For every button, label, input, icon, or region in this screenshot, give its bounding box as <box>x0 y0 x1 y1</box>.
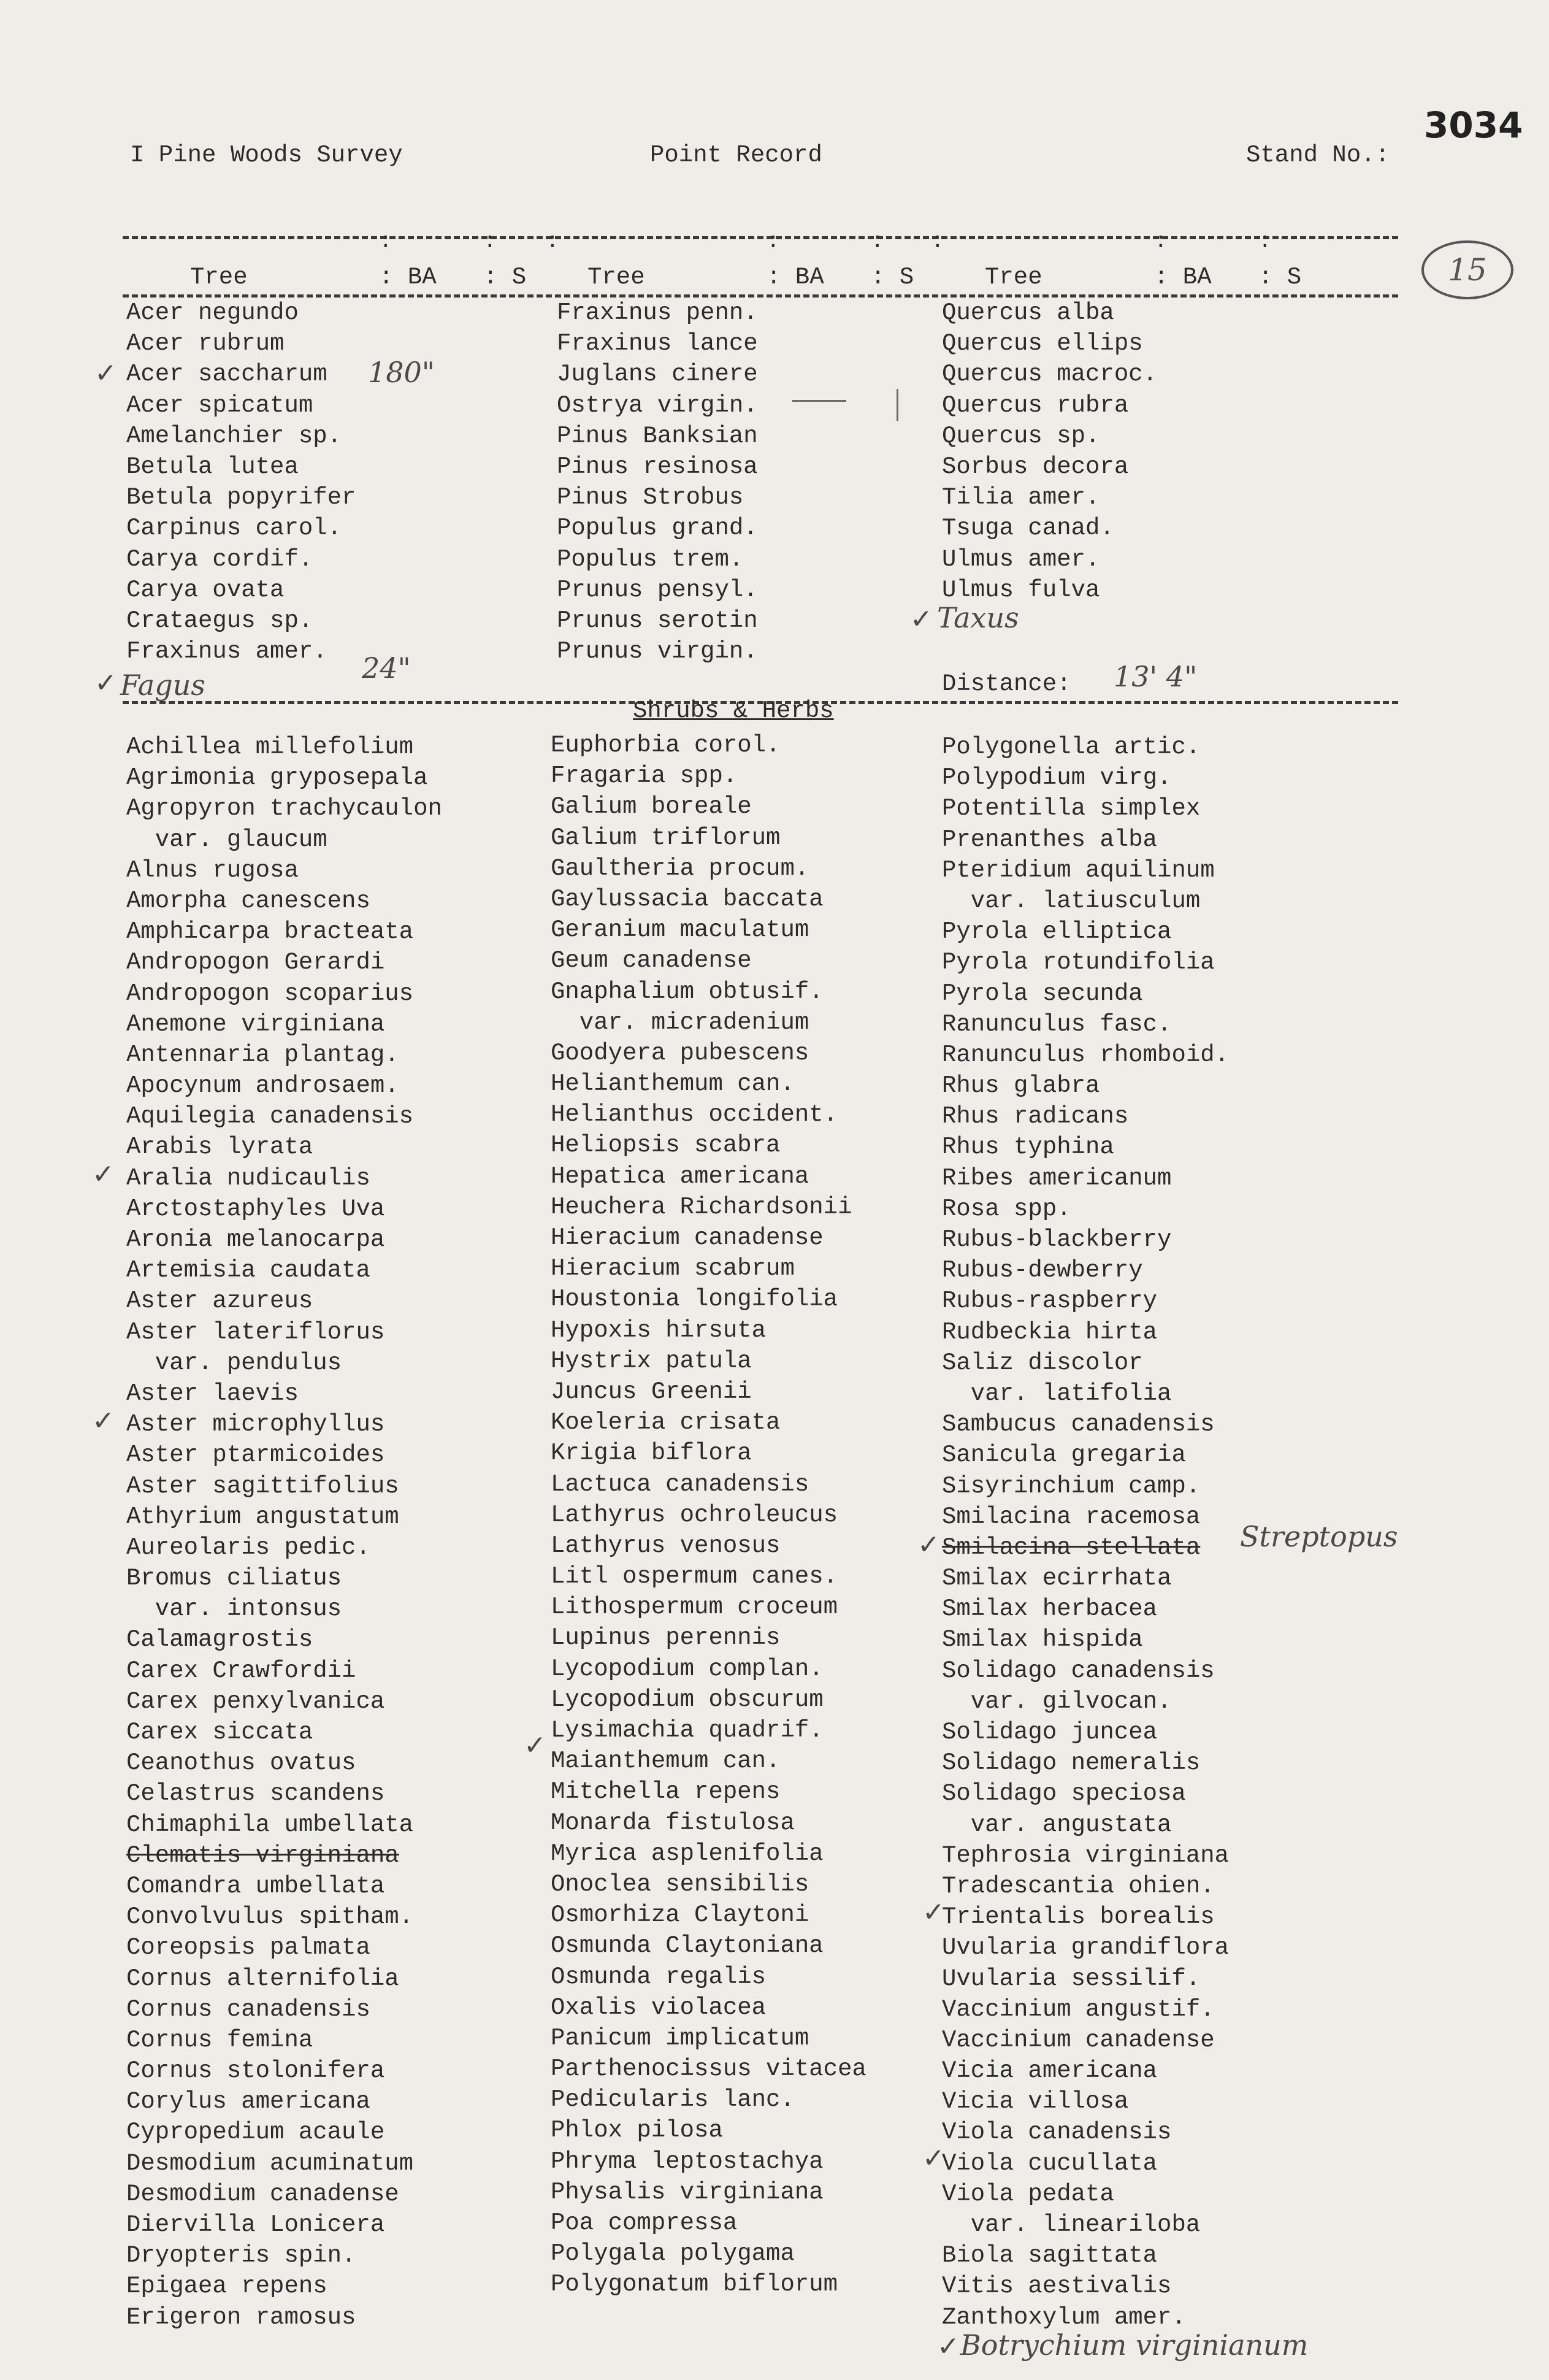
list-item: Gnaphalium obtusif. <box>551 978 824 1005</box>
handwritten-fagus: Fagus <box>120 669 205 702</box>
colon-mark: : <box>483 229 497 254</box>
list-item: Betula lutea <box>126 453 299 480</box>
list-item: Geum canadense <box>551 947 752 975</box>
list-item: Aster laevis <box>126 1380 299 1407</box>
list-item: var. intonsus <box>126 1595 342 1623</box>
list-item: Polypodium virg. <box>942 764 1172 792</box>
list-item: Diervilla Lonicera <box>126 2211 385 2238</box>
list-item: Aureolaris pedic. <box>126 1534 370 1561</box>
list-item: Apocynum androsaem. <box>126 1072 399 1100</box>
pencil-dash <box>792 400 846 402</box>
list-item: Comandra umbellata <box>126 1872 385 1900</box>
pencil-tick <box>897 389 898 421</box>
list-item: Cypropedium acaule <box>126 2119 385 2146</box>
list-item: Pyrola rotundifolia <box>942 949 1215 977</box>
list-item: Hieracium scabrum <box>551 1255 795 1283</box>
list-item: Osmorhiza Claytoni <box>551 1902 809 1929</box>
list-item: Litl ospermum canes. <box>551 1563 838 1591</box>
handwritten-ba-fagus: 24" <box>362 651 411 685</box>
check-mark: ✓ <box>94 667 117 699</box>
list-item: Sanicula gregaria <box>942 1441 1186 1469</box>
circled-number <box>1421 240 1513 299</box>
list-item: Bromus ciliatus <box>126 1565 342 1592</box>
list-item: Aster microphyllus <box>126 1411 385 1438</box>
list-item: Vaccinium canadense <box>942 2026 1215 2054</box>
check-mark: ✓ <box>92 1405 115 1437</box>
list-item: Prunus virgin. <box>557 638 758 666</box>
list-item: var. pendulus <box>126 1349 342 1376</box>
list-item: Polygonatum biflorum <box>551 2271 838 2298</box>
list-item: Koeleria crisata <box>551 1409 781 1437</box>
check-mark: ✓ <box>922 1897 945 1928</box>
list-item: Biola sagittata <box>942 2242 1158 2270</box>
list-item: Celastrus scandens <box>126 1780 385 1808</box>
list-item: Saliz discolor <box>942 1349 1143 1376</box>
list-item: Poa compressa <box>551 2209 738 2236</box>
handwritten-taxus: Taxus <box>937 601 1019 634</box>
list-item: Maianthemum can. <box>551 1748 781 1775</box>
list-item: var. latiusculum <box>942 887 1201 915</box>
list-item: Juglans cinere <box>557 361 758 388</box>
list-item: Galium boreale <box>551 793 752 821</box>
list-item: Lycopodium complan. <box>551 1655 824 1683</box>
list-item: Acer rubrum <box>126 330 285 358</box>
list-item: Acer negundo <box>126 299 299 326</box>
list-item: Hepatica americana <box>551 1162 809 1190</box>
list-item: Ranunculus rhomboid. <box>942 1041 1230 1069</box>
list-item: Potentilla simplex <box>942 795 1201 823</box>
list-item: Tradescantia ohien. <box>942 1872 1215 1900</box>
list-item: Solidago nemeralis <box>942 1749 1201 1777</box>
colon-mark: : <box>546 229 559 254</box>
circled-number-text: 15 <box>1448 252 1487 288</box>
list-item: Heuchera Richardsonii <box>551 1193 852 1221</box>
list-item: Prunus serotin <box>557 607 758 634</box>
list-item: Sorbus decora <box>942 453 1129 480</box>
list-item: Hypoxis hirsuta <box>551 1316 767 1344</box>
list-item: Alnus rugosa <box>126 856 299 884</box>
handwritten-distance: 13' 4" <box>1114 660 1198 693</box>
list-item: Tilia amer. <box>942 484 1100 512</box>
list-item: Ranunculus fasc. <box>942 1010 1172 1038</box>
tree-list-2 <box>557 298 758 667</box>
list-item: Acer spicatum <box>126 391 313 419</box>
distance-label: Distance: <box>942 670 1071 697</box>
list-item: Carya ovata <box>126 576 285 604</box>
colon-mark: : <box>1154 229 1168 254</box>
handwritten-ba-acer: 180" <box>368 356 435 389</box>
list-item: Osmunda Claytoniana <box>551 1932 824 1960</box>
list-item: Carpinus carol. <box>126 515 342 542</box>
list-item: Rosa spp. <box>942 1195 1071 1223</box>
list-item: Osmunda regalis <box>551 1963 767 1990</box>
list-item: Amorpha canescens <box>126 887 370 915</box>
list-item: Carya cordif. <box>126 545 313 573</box>
list-item: Lathyrus ochroleucus <box>551 1501 838 1529</box>
col-s-3: : S <box>1258 264 1302 291</box>
list-item: Artemisia caudata <box>126 1257 370 1284</box>
list-item: Rubus-raspberry <box>942 1288 1158 1315</box>
list-item: Quercus macroc. <box>942 361 1158 388</box>
list-item: Mitchella repens <box>551 1778 781 1806</box>
list-item: Sambucus canadensis <box>942 1411 1215 1438</box>
list-item: Quercus alba <box>942 299 1114 326</box>
list-item: Aronia melanocarpa <box>126 1226 385 1253</box>
handwritten-botrychium: Botrychium virginianum <box>960 2328 1309 2362</box>
list-item: var. latifolia <box>942 1380 1172 1407</box>
list-item: Coreopsis palmata <box>126 1934 370 1962</box>
herb-list-1 <box>126 732 442 2333</box>
list-item: Lithospermum croceum <box>551 1594 838 1621</box>
list-item: Viola cucullata <box>942 2149 1158 2177</box>
list-item: Aster sagittifolius <box>126 1472 399 1500</box>
list-item: var. gilvocan. <box>942 1687 1172 1715</box>
list-item: Lysimachia quadrif. <box>551 1717 824 1744</box>
list-item: Smilax ecirrhata <box>942 1565 1172 1592</box>
col-s-2: : S <box>871 264 914 291</box>
list-item: Krigia biflora <box>551 1440 752 1467</box>
tree-list-3 <box>942 298 1157 605</box>
list-item: Galium triflorum <box>551 824 781 851</box>
list-item: Pyrola secunda <box>942 980 1143 1007</box>
list-item: Rhus radicans <box>942 1103 1129 1130</box>
list-item: Ceanothus ovatus <box>126 1749 356 1777</box>
col-tree-1: Tree <box>190 264 248 291</box>
list-item: Lupinus perennis <box>551 1624 781 1652</box>
list-item: Fraxinus lance <box>557 330 758 358</box>
list-item: Monarda fistulosa <box>551 1809 795 1837</box>
list-item: Tsuga canad. <box>942 515 1114 542</box>
list-item: Arctostaphyles Uva <box>126 1195 385 1223</box>
list-item: Vitis aestivalis <box>942 2273 1172 2300</box>
list-item: Lathyrus venosus <box>551 1532 781 1559</box>
list-item: var. lineariloba <box>942 2211 1201 2238</box>
check-mark: ✓ <box>922 2143 945 2174</box>
list-item: Cornus femina <box>126 2026 313 2054</box>
list-item: Ulmus amer. <box>942 545 1100 573</box>
list-item: Pedicularis lanc. <box>551 2086 795 2114</box>
list-item: Amelanchier sp. <box>126 422 342 450</box>
colon-mark: : <box>1258 229 1272 254</box>
list-item: Amphicarpa bracteata <box>126 918 414 946</box>
list-item: Gaylussacia baccata <box>551 885 824 913</box>
list-item: Vaccinium angustif. <box>942 1995 1215 2023</box>
list-item: Polygala polygama <box>551 2240 795 2268</box>
col-s-1: : S <box>483 264 527 291</box>
list-item: Phlox pilosa <box>551 2117 723 2144</box>
list-item: Geranium maculatum <box>551 916 809 944</box>
list-item: Pteridium aquilinum <box>942 856 1215 884</box>
survey-title: I Pine Woods Survey <box>130 142 403 169</box>
list-item: Populus trem. <box>557 545 744 573</box>
list-item: Uvularia grandiflora <box>942 1934 1230 1962</box>
list-item: Myrica asplenifolia <box>551 1840 824 1867</box>
list-item: Rudbeckia hirta <box>942 1318 1158 1346</box>
list-item: Aster lateriflorus <box>126 1318 385 1346</box>
stand-label: Stand No.: <box>1246 142 1390 169</box>
list-item: Chimaphila umbellata <box>126 1811 414 1838</box>
list-item: Aralia nudicaulis <box>126 1164 370 1192</box>
list-item: Cornus alternifolia <box>126 1965 399 1992</box>
list-item: Helianthus occident. <box>551 1101 838 1129</box>
herb-list-3 <box>942 732 1229 2333</box>
list-item: Houstonia longifolia <box>551 1286 838 1313</box>
list-item: Carex Crawfordii <box>126 1657 356 1684</box>
check-mark: ✓ <box>917 1529 940 1560</box>
stand-number-stamp: 3034 <box>1424 104 1523 146</box>
list-item: Heliopsis scabra <box>551 1132 781 1159</box>
list-item: Helianthemum can. <box>551 1070 795 1098</box>
list-item: Betula popyrifer <box>126 484 356 512</box>
list-item: Andropogon scoparius <box>126 980 414 1007</box>
list-item: Parthenocissus vitacea <box>551 2056 866 2083</box>
tree-list-1 <box>126 298 356 667</box>
list-item: Arabis lyrata <box>126 1134 313 1161</box>
list-item: Fragaria spp. <box>551 762 738 790</box>
list-item: var. glaucum <box>126 826 327 853</box>
list-item: Rubus-dewberry <box>942 1257 1143 1284</box>
list-item: Quercus ellips <box>942 330 1143 358</box>
colon-mark: : <box>379 229 392 254</box>
check-mark: ✓ <box>92 1159 115 1190</box>
list-item: Smilacina stellata <box>942 1534 1201 1561</box>
list-item: Carex penxylvanica <box>126 1687 385 1715</box>
list-item: Trientalis borealis <box>942 1903 1215 1931</box>
list-item: Carex siccata <box>126 1719 313 1746</box>
list-item: Rubus-blackberry <box>942 1226 1172 1253</box>
list-item: Quercus sp. <box>942 422 1100 450</box>
list-item: Pyrola elliptica <box>942 918 1172 946</box>
list-item: Gaultheria procum. <box>551 854 809 882</box>
list-item: Goodyera pubescens <box>551 1039 809 1067</box>
list-item: Tephrosia virginiana <box>942 1841 1230 1869</box>
list-item: Solidago canadensis <box>942 1657 1215 1684</box>
list-item: Vicia villosa <box>942 2088 1129 2116</box>
list-item: Andropogon Gerardi <box>126 949 385 977</box>
list-item: Oxalis violacea <box>551 1994 767 2021</box>
list-item: Polygonella artic. <box>942 734 1201 761</box>
list-item: Cornus canadensis <box>126 1995 370 2023</box>
herb-list-2 <box>551 730 866 2300</box>
list-item: Fraxinus penn. <box>557 299 758 326</box>
shrubs-herbs-heading: Shrubs & Herbs <box>633 697 834 724</box>
list-item: Aster ptarmicoides <box>126 1441 385 1469</box>
list-item: Desmodium acuminatum <box>126 2149 414 2177</box>
list-item: Epigaea repens <box>126 2273 327 2300</box>
list-item: Desmodium canadense <box>126 2180 399 2208</box>
list-item: Ostrya virgin. <box>557 391 758 419</box>
list-item: Pinus Strobus <box>557 484 744 512</box>
list-item: Prenanthes alba <box>942 826 1158 853</box>
list-item: Fraxinus amer. <box>126 638 327 666</box>
list-item: Smilax herbacea <box>942 1595 1158 1623</box>
list-item: Vicia americana <box>942 2057 1158 2085</box>
list-item: Dryopteris spin. <box>126 2242 356 2270</box>
list-item: Hieracium canadense <box>551 1224 824 1251</box>
list-item: Solidago speciosa <box>942 1780 1186 1808</box>
list-item: Aquilegia canadensis <box>126 1103 414 1130</box>
list-item: Agrimonia gryposepala <box>126 764 428 792</box>
list-item: Ribes americanum <box>942 1164 1172 1192</box>
col-ba-2: : BA <box>767 264 824 291</box>
list-item: Aster azureus <box>126 1288 313 1315</box>
list-item: Solidago juncea <box>942 1719 1158 1746</box>
list-item: Onoclea sensibilis <box>551 1870 809 1898</box>
list-item: var. micradenium <box>551 1008 809 1036</box>
list-item: Lactuca canadensis <box>551 1470 809 1498</box>
check-mark: ✓ <box>937 2331 960 2362</box>
list-item: Clematis virginiana <box>126 1841 399 1869</box>
list-item: var. angustata <box>942 1811 1172 1838</box>
list-item: Ulmus fulva <box>942 576 1100 604</box>
handwritten-streptopus: Streptopus <box>1240 1520 1398 1553</box>
list-item: Corylus americana <box>126 2088 370 2116</box>
list-item: Crataegus sp. <box>126 607 313 634</box>
list-item: Viola pedata <box>942 2180 1114 2208</box>
list-item: Antennaria plantag. <box>126 1041 399 1069</box>
colon-mark: : <box>767 229 780 254</box>
list-item: Cornus stolonifera <box>126 2057 385 2085</box>
rule-top <box>123 236 1398 239</box>
check-mark: ✓ <box>94 358 117 389</box>
list-item: Acer saccharum <box>126 361 327 388</box>
list-item: Viola canadensis <box>942 2119 1172 2146</box>
record-type: Point Record <box>650 142 822 169</box>
list-item: Rhus typhina <box>942 1134 1114 1161</box>
list-item: Physalis virginiana <box>551 2178 824 2206</box>
list-item: Athyrium angustatum <box>126 1503 399 1530</box>
list-item: Erigeron ramosus <box>126 2303 356 2331</box>
list-item: Hystrix patula <box>551 1347 752 1375</box>
list-item: Juncus Greenii <box>551 1378 752 1405</box>
list-item: Pinus Banksian <box>557 422 758 450</box>
list-item: Phryma leptostachya <box>551 2148 824 2175</box>
list-item: Prunus pensyl. <box>557 576 758 604</box>
col-ba-1: : BA <box>379 264 437 291</box>
colon-mark: : <box>931 229 944 254</box>
col-ba-3: : BA <box>1154 264 1212 291</box>
list-item: Anemone virginiana <box>126 1010 385 1038</box>
colon-mark: : <box>871 229 884 254</box>
list-item: Agropyron trachycaulon <box>126 795 442 823</box>
list-item: Smilacina racemosa <box>942 1503 1201 1530</box>
list-item: Achillea millefolium <box>126 734 414 761</box>
list-item: Smilax hispida <box>942 1626 1143 1654</box>
list-item: Euphorbia corol. <box>551 732 781 759</box>
list-item: Quercus rubra <box>942 391 1129 419</box>
list-item: Zanthoxylum amer. <box>942 2303 1186 2331</box>
check-mark: ✓ <box>524 1730 546 1761</box>
list-item: Uvularia sessilif. <box>942 1965 1201 1992</box>
list-item: Populus grand. <box>557 515 758 542</box>
col-tree-2: Tree <box>587 264 645 291</box>
list-item: Rhus glabra <box>942 1072 1100 1100</box>
list-item: Panicum implicatum <box>551 2024 809 2052</box>
check-mark: ✓ <box>910 604 933 635</box>
list-item: Calamagrostis <box>126 1626 313 1654</box>
list-item: Pinus resinosa <box>557 453 758 480</box>
list-item: Sisyrinchium camp. <box>942 1472 1201 1500</box>
col-tree-3: Tree <box>985 264 1042 291</box>
list-item: Convolvulus spitham. <box>126 1903 414 1931</box>
list-item: Lycopodium obscurum <box>551 1686 824 1713</box>
